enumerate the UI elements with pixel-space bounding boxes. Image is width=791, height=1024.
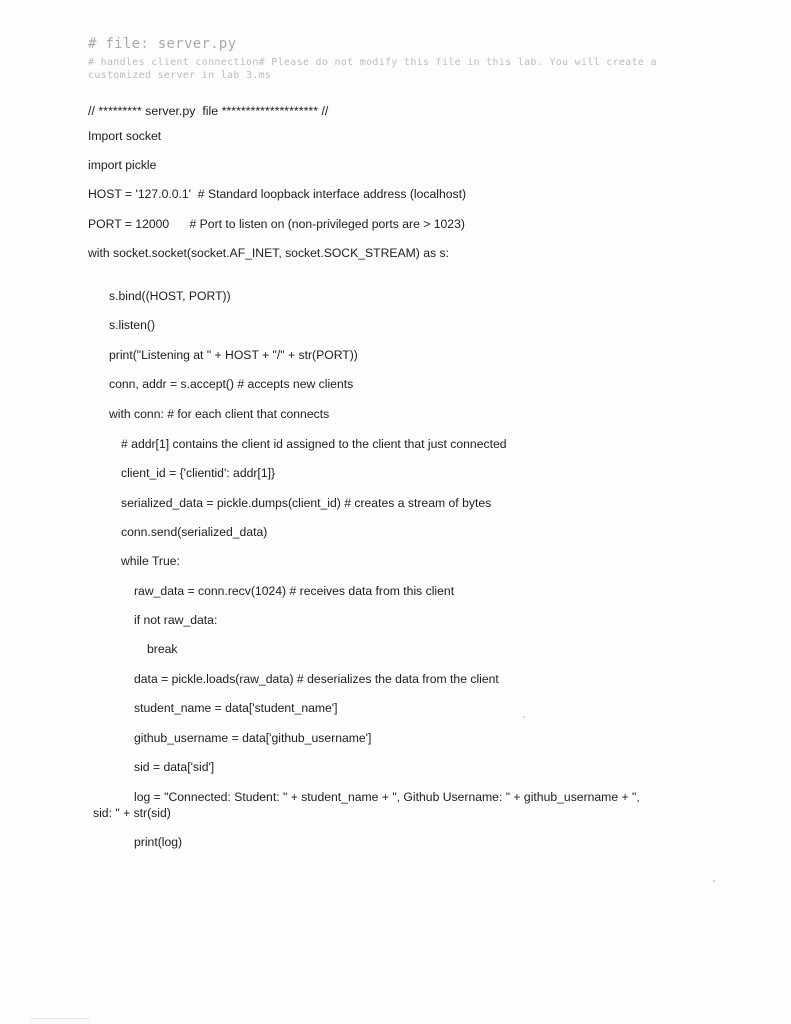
scan-speck xyxy=(713,880,715,882)
code-line: serialized_data = pickle.dumps(client_id) # creates a stream of bytes xyxy=(121,496,492,510)
code-line: log = "Connected: Student: " + student_name + ", Github Username: " + github_username + ", xyxy=(134,790,640,804)
file-header-comment: # file: server.py xyxy=(88,36,237,52)
faded-note-line-1: # handles client connection# Please do not modify this file in this lab. You will create a xyxy=(88,57,657,68)
code-line: github_username = data['github_username'] xyxy=(134,731,372,745)
code-line: with conn: # for each client that connects xyxy=(109,407,330,421)
code-line: data = pickle.loads(raw_data) # deserializes the data from the client xyxy=(134,672,499,686)
code-line: s.listen() xyxy=(109,318,156,332)
code-line: conn.send(serialized_data) xyxy=(121,525,268,539)
code-line: sid = data['sid'] xyxy=(134,760,215,774)
code-line: import pickle xyxy=(88,158,157,172)
code-line: while True: xyxy=(121,554,180,568)
banner-text: // ********* server.py file ******************** // xyxy=(88,104,329,118)
code-line-continuation: sid: " + str(sid) xyxy=(93,806,171,820)
file-banner xyxy=(88,103,328,119)
code-line: HOST = '127.0.0.1' # Standard loopback interface address (localhost) xyxy=(88,187,467,201)
code-line: Import socket xyxy=(88,129,162,143)
code-line: if not raw_data: xyxy=(134,613,218,627)
code-line: student_name = data['student_name'] xyxy=(134,701,338,715)
code-line: # addr[1] contains the client id assigned to the client that just connected xyxy=(121,437,507,451)
code-line: print("Listening at " + HOST + "/" + str(PORT)) xyxy=(109,348,358,362)
code-line: conn, addr = s.accept() # accepts new clients xyxy=(109,377,354,391)
code-line: raw_data = conn.recv(1024) # receives data from this client xyxy=(134,584,455,598)
code-line: print(log) xyxy=(134,835,183,849)
code-line: break xyxy=(147,642,178,656)
scan-speck xyxy=(523,716,525,718)
code-line: PORT = 12000 # Port to listen on (non-privileged ports are > 1023) xyxy=(88,217,465,231)
code-line: s.bind((HOST, PORT)) xyxy=(109,289,231,303)
code-line: with socket.socket(socket.AF_INET, socket.SOCK_STREAM) as s: xyxy=(88,246,449,260)
faded-note-line-2: customized server in lab 3.ms xyxy=(88,70,272,81)
scan-edge-mark xyxy=(30,1018,90,1019)
code-line: client_id = {'clientid': addr[1]} xyxy=(121,466,276,480)
